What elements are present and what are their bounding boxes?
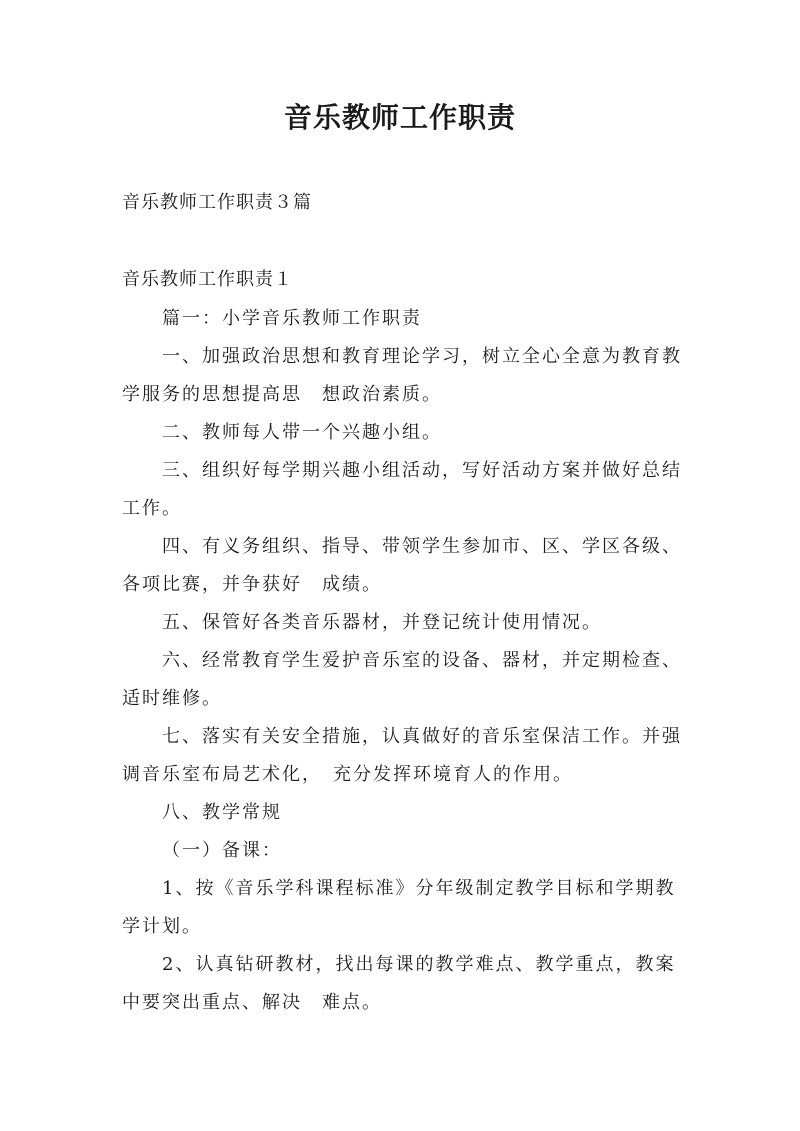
paragraph-item-3: 三、组织好每学期兴趣小组活动，写好活动方案并做好总结工作。 bbox=[122, 460, 682, 519]
paragraph-item-5: 五、保管好各类音乐器材，并登记统计使用情况。 bbox=[162, 612, 602, 633]
paragraph-subsection-prep: （一）备课： bbox=[162, 840, 282, 861]
paragraph-item-6: 六、经常教育学生爱护音乐室的设备、器材，并定期检查、适时维修。 bbox=[122, 650, 682, 709]
paragraph-item-8: 八、教学常规 bbox=[162, 802, 282, 823]
document-title: 音乐教师工作职责 bbox=[283, 101, 516, 134]
section-heading: 音乐教师工作职责１ bbox=[122, 269, 293, 290]
paragraph-item-7: 七、落实有关安全措施，认真做好的音乐室保洁工作。并强调音乐室布局艺术化， 充分发挥环境育人的作用。 bbox=[122, 726, 682, 785]
paragraph-prep-2: 2、认真钻研教材，找出每课的教学难点、教学重点，教案中要突出重点、解决 难点。 bbox=[122, 954, 676, 1013]
paragraph-item-2: 二、教师每人带一个兴趣小组。 bbox=[162, 422, 442, 443]
document-subtitle: 音乐教师工作职责３篇 bbox=[122, 192, 312, 213]
document-body bbox=[122, 262, 692, 1022]
paragraph-prep-1: 1、按《音乐学科课程标准》分年级制定教学目标和学期教学计划。 bbox=[122, 878, 676, 937]
paragraph-part-one-heading: 篇一：小学音乐教师工作职责 bbox=[162, 308, 422, 329]
paragraph-item-1: 一、加强政治思想和教育理论学习，树立全心全意为教育教学服务的思想提高思 想政治素质。 bbox=[122, 346, 682, 405]
paragraph-item-4: 四、有义务组织、指导、带领学生参加市、区、学区各级、各项比赛，并争获好 成绩。 bbox=[122, 536, 682, 595]
